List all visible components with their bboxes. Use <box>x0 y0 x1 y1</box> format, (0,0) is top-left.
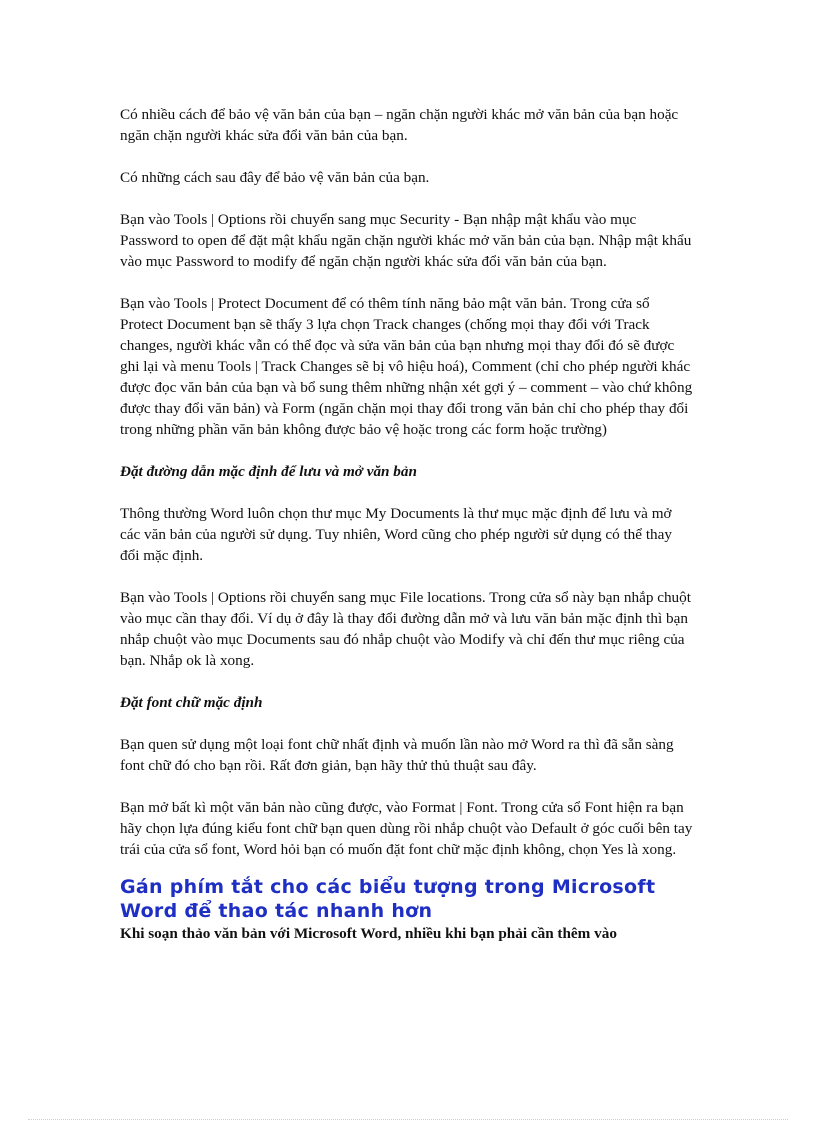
paragraph-format-font: Bạn mở bất kì một văn bản nào cũng được, vào Format | Font. Trong cửa sổ Font hiện ra bạn hãy chọn lựa đúng kiểu font chữ bạn quen dùng rồi nhắp chuột vào Default ở góc cuối bên tay trái của cửa sổ font, Word hỏi bạn có muốn đặt font chữ mặc định không, chọn Yes là xong. <box>120 799 693 858</box>
paragraph-font-intro: Bạn quen sử dụng một loại font chữ nhất định và muốn lần nào mở Word ra thì đã sẵn sàng font chữ đó cho bạn rồi. Rất đơn giản, bạn hãy thử thủ thuật sau đây. <box>120 736 674 774</box>
document-body <box>120 104 695 944</box>
heading-default-path: Đặt đường dẫn mặc định để lưu và mở văn bản <box>120 463 417 480</box>
paragraph-file-locations: Bạn vào Tools | Options rồi chuyển sang mục File locations. Trong cửa sổ này bạn nhắp chuột vào mục cần thay đổi. Ví dụ ở đây là thay đổi đường dẫn mở và lưu văn bản mặc định thì bạn nhắp chuột vào mục Documents sau đó nhắp chuột vào Modify và chỉ đến thư mục riêng của bạn. Nhắp ok là xong. <box>120 589 691 669</box>
heading-default-font: Đặt font chữ mặc định <box>120 694 263 711</box>
paragraph-protect-document: Bạn vào Tools | Protect Document để có thêm tính năng bảo mật văn bản. Trong cửa sổ Protect Document bạn sẽ thấy 3 lựa chọn Track changes (chống mọi thay đổi với Track changes, người khác vẫn có thể đọc và sửa văn bản của bạn nhưng mọi thay đổi đó sẽ được ghi lại và menu Tools | Track Changes sẽ bị vô hiệu hoá), Comment (chỉ cho phép người khác được đọc văn bản của bạn và bổ sung thêm những nhận xét gợi ý – comment – vào chứ không được thay đổi văn bản) và Form (ngăn chặn mọi thay đổi trong văn bản chỉ cho phép thay đổi trong những phần văn bản không được bảo vệ hoặc trong các form hoặc trường) <box>120 295 693 438</box>
paragraph-intro: Có nhiều cách để bảo vệ văn bản của bạn – ngăn chặn người khác mở văn bản của bạn hoặc ngăn chặn người khác sửa đổi văn bản của bạn. <box>120 106 679 144</box>
paragraph-my-documents: Thông thường Word luôn chọn thư mục My Documents là thư mục mặc định để lưu và mở các văn bản của người sử dụng. Tuy nhiên, Word cũng cho phép người sử dụng có thể thay đổi mặc định. <box>120 505 672 564</box>
heading-shortcuts: Gán phím tắt cho các biểu tượng trong Microsoft Word để thao tác nhanh hơn <box>120 876 656 922</box>
page-bottom-divider <box>28 1119 788 1120</box>
paragraph-security-options: Bạn vào Tools | Options rồi chuyển sang mục Security - Bạn nhập mật khẩu vào mục Password to open để đặt mật khẩu ngăn chặn người khác mở văn bản của bạn. Nhập mật khẩu vào mục Password to modify để ngăn chặn người khác sửa đổi văn bản của bạn. <box>120 211 692 270</box>
paragraph-shortcuts-lead: Khi soạn thảo văn bản với Microsoft Word, nhiều khi bạn phải cần thêm vào <box>120 925 617 942</box>
paragraph-methods: Có những cách sau đây để bảo vệ văn bản của bạn. <box>120 169 430 186</box>
